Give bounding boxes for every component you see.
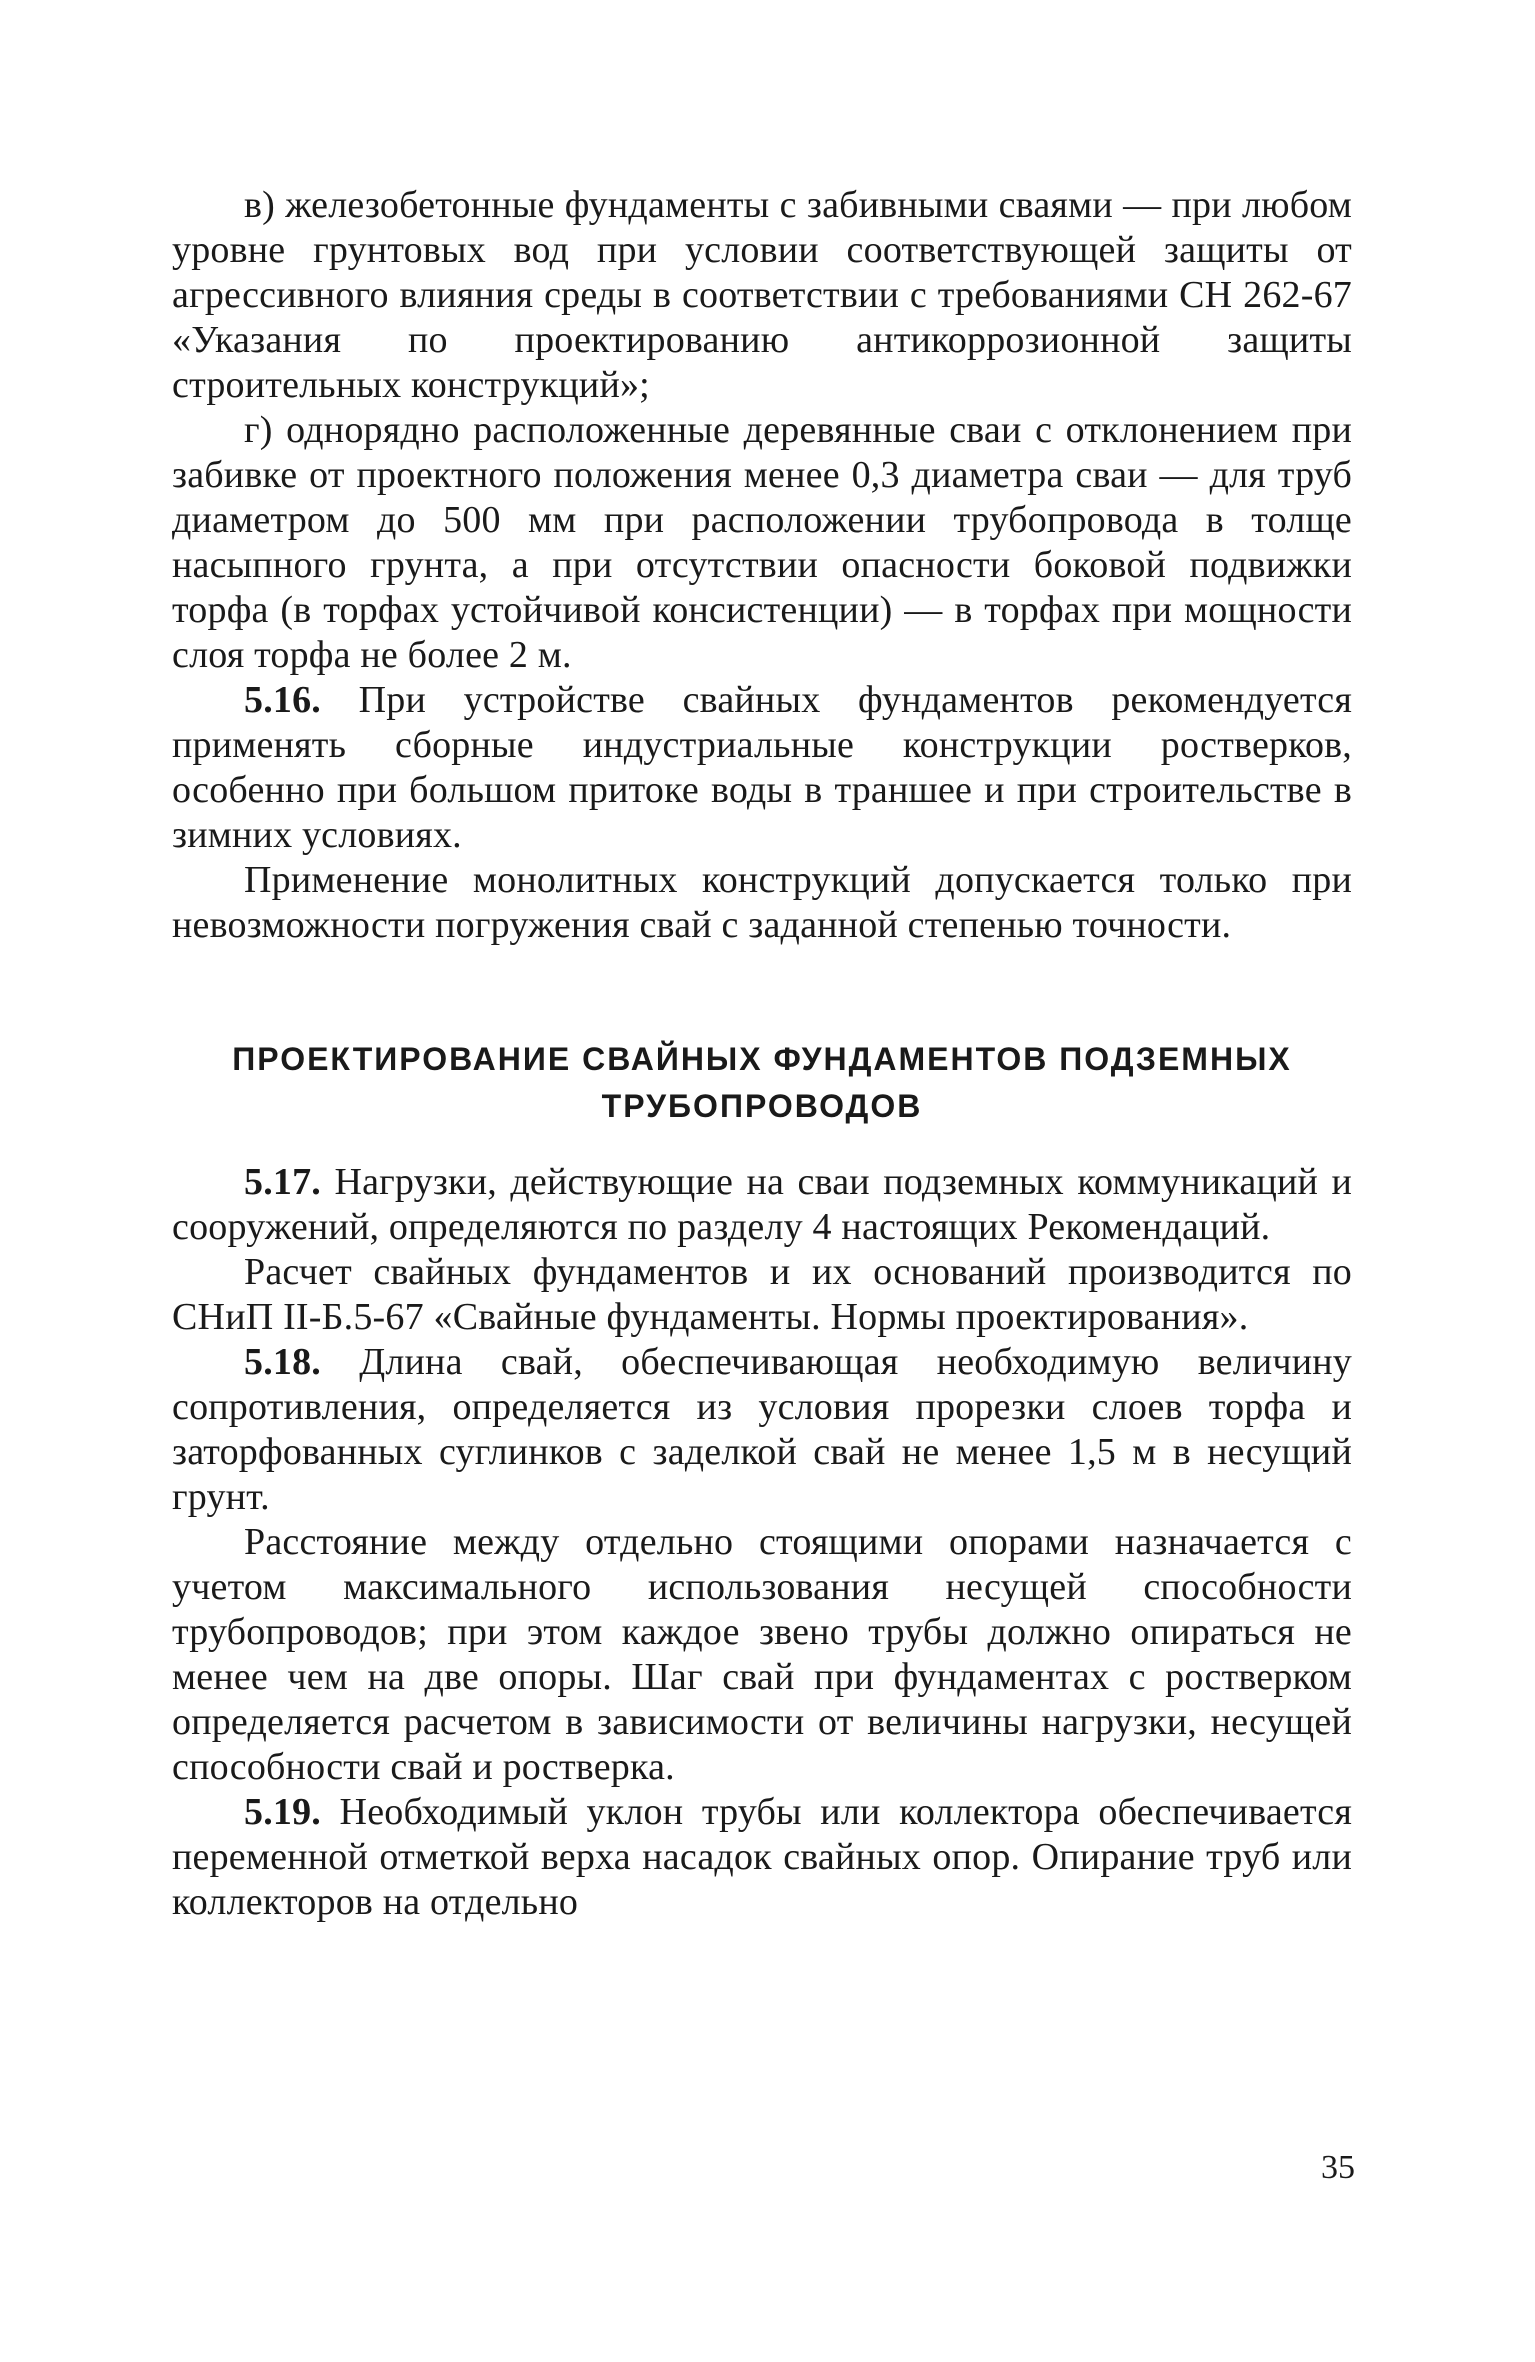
paragraph-text: Длина свай, обеспечивающая необходимую величину сопротивления, определяется из условия прорезки слоев торфа и заторфованных суглинков с заделкой свай не менее 1,5 м в несущий грунт.: [172, 1341, 1353, 1518]
paragraph-text: При устройстве свайных фундаментов рекомендуется применять сборные индустриальные конструкции ростверков, особенно при большом притоке воды в траншее и при строительстве в зимних условиях.: [172, 679, 1352, 856]
section-heading-line-1: ПРОЕКТИРОВАНИЕ СВАЙНЫХ ФУНДАМЕНТОВ ПОДЗЕМНЫХ: [232, 1041, 1292, 1077]
paragraph-item-v: [172, 183, 1352, 408]
paragraph-text: Расчет свайных фундаментов и их оснований производится по СНиП II-Б.5-67 «Свайные фундаменты. Нормы проектирования».: [172, 1251, 1352, 1338]
paragraph-text: Нагрузки, действующие на сваи подземных коммуникаций и сооружений, определяются по разделу 4 настоящих Рекомендаций.: [172, 1161, 1353, 1248]
page-number: 35: [1321, 2149, 1355, 2186]
section-number: 5.17.: [244, 1161, 321, 1203]
paragraph-5-16: [172, 678, 1352, 858]
paragraph-text: Применение монолитных конструкций допускается только при невозможности погружения свай с заданной степенью точности.: [172, 859, 1352, 946]
paragraph-spacing: [172, 1520, 1352, 1790]
paragraph-text: г) однорядно расположенные деревянные сваи с отклонением при забивке от проектного положения менее 0,3 диаметра сваи — для труб диаметром до 500 мм при расположении трубопровода в толще насыпного грунта, а при отсутствии опасности боковой подвижки торфа (в торфах устойчивой консистенции) — в торфах при мощности слоя торфа не более 2 м.: [172, 409, 1352, 676]
paragraph-monolithic: [172, 858, 1352, 948]
paragraph-text: Необходимый уклон трубы или коллектора обеспечивается переменной отметкой верха насадок свайных опор. Опирание труб или коллекторов на отдельно: [172, 1791, 1352, 1923]
paragraph-5-17: [172, 1160, 1352, 1250]
section-number: 5.18.: [244, 1341, 321, 1383]
section-number: 5.19.: [244, 1791, 321, 1833]
section-number: 5.16.: [244, 679, 321, 721]
paragraph-text: Расстояние между отдельно стоящими опорами назначается с учетом максимального использования несущей способности трубопроводов; при этом каждое звено трубы должно опираться не менее чем на две опоры. Шаг свай при фундаментах с ростверком определяется расчетом в зависимости от величины нагрузки, несущей способности свай и ростверка.: [172, 1521, 1352, 1788]
section-heading: [172, 1036, 1352, 1130]
paragraph-calculation: [172, 1250, 1352, 1340]
paragraph-5-18: [172, 1340, 1352, 1520]
paragraph-5-19: [172, 1790, 1352, 1925]
paragraph-item-g: [172, 408, 1352, 678]
paragraph-text: в) железобетонные фундаменты с забивными сваями — при любом уровне грунтовых вод при условии соответствующей защиты от агрессивного влияния среды в соответствии с требованиями СН 262-67 «Указания по проектированию антикоррозионной защиты строительных конструкций»;: [172, 184, 1352, 406]
text-column: [172, 183, 1352, 1925]
section-heading-line-2: ТРУБОПРОВОДОВ: [601, 1088, 923, 1124]
